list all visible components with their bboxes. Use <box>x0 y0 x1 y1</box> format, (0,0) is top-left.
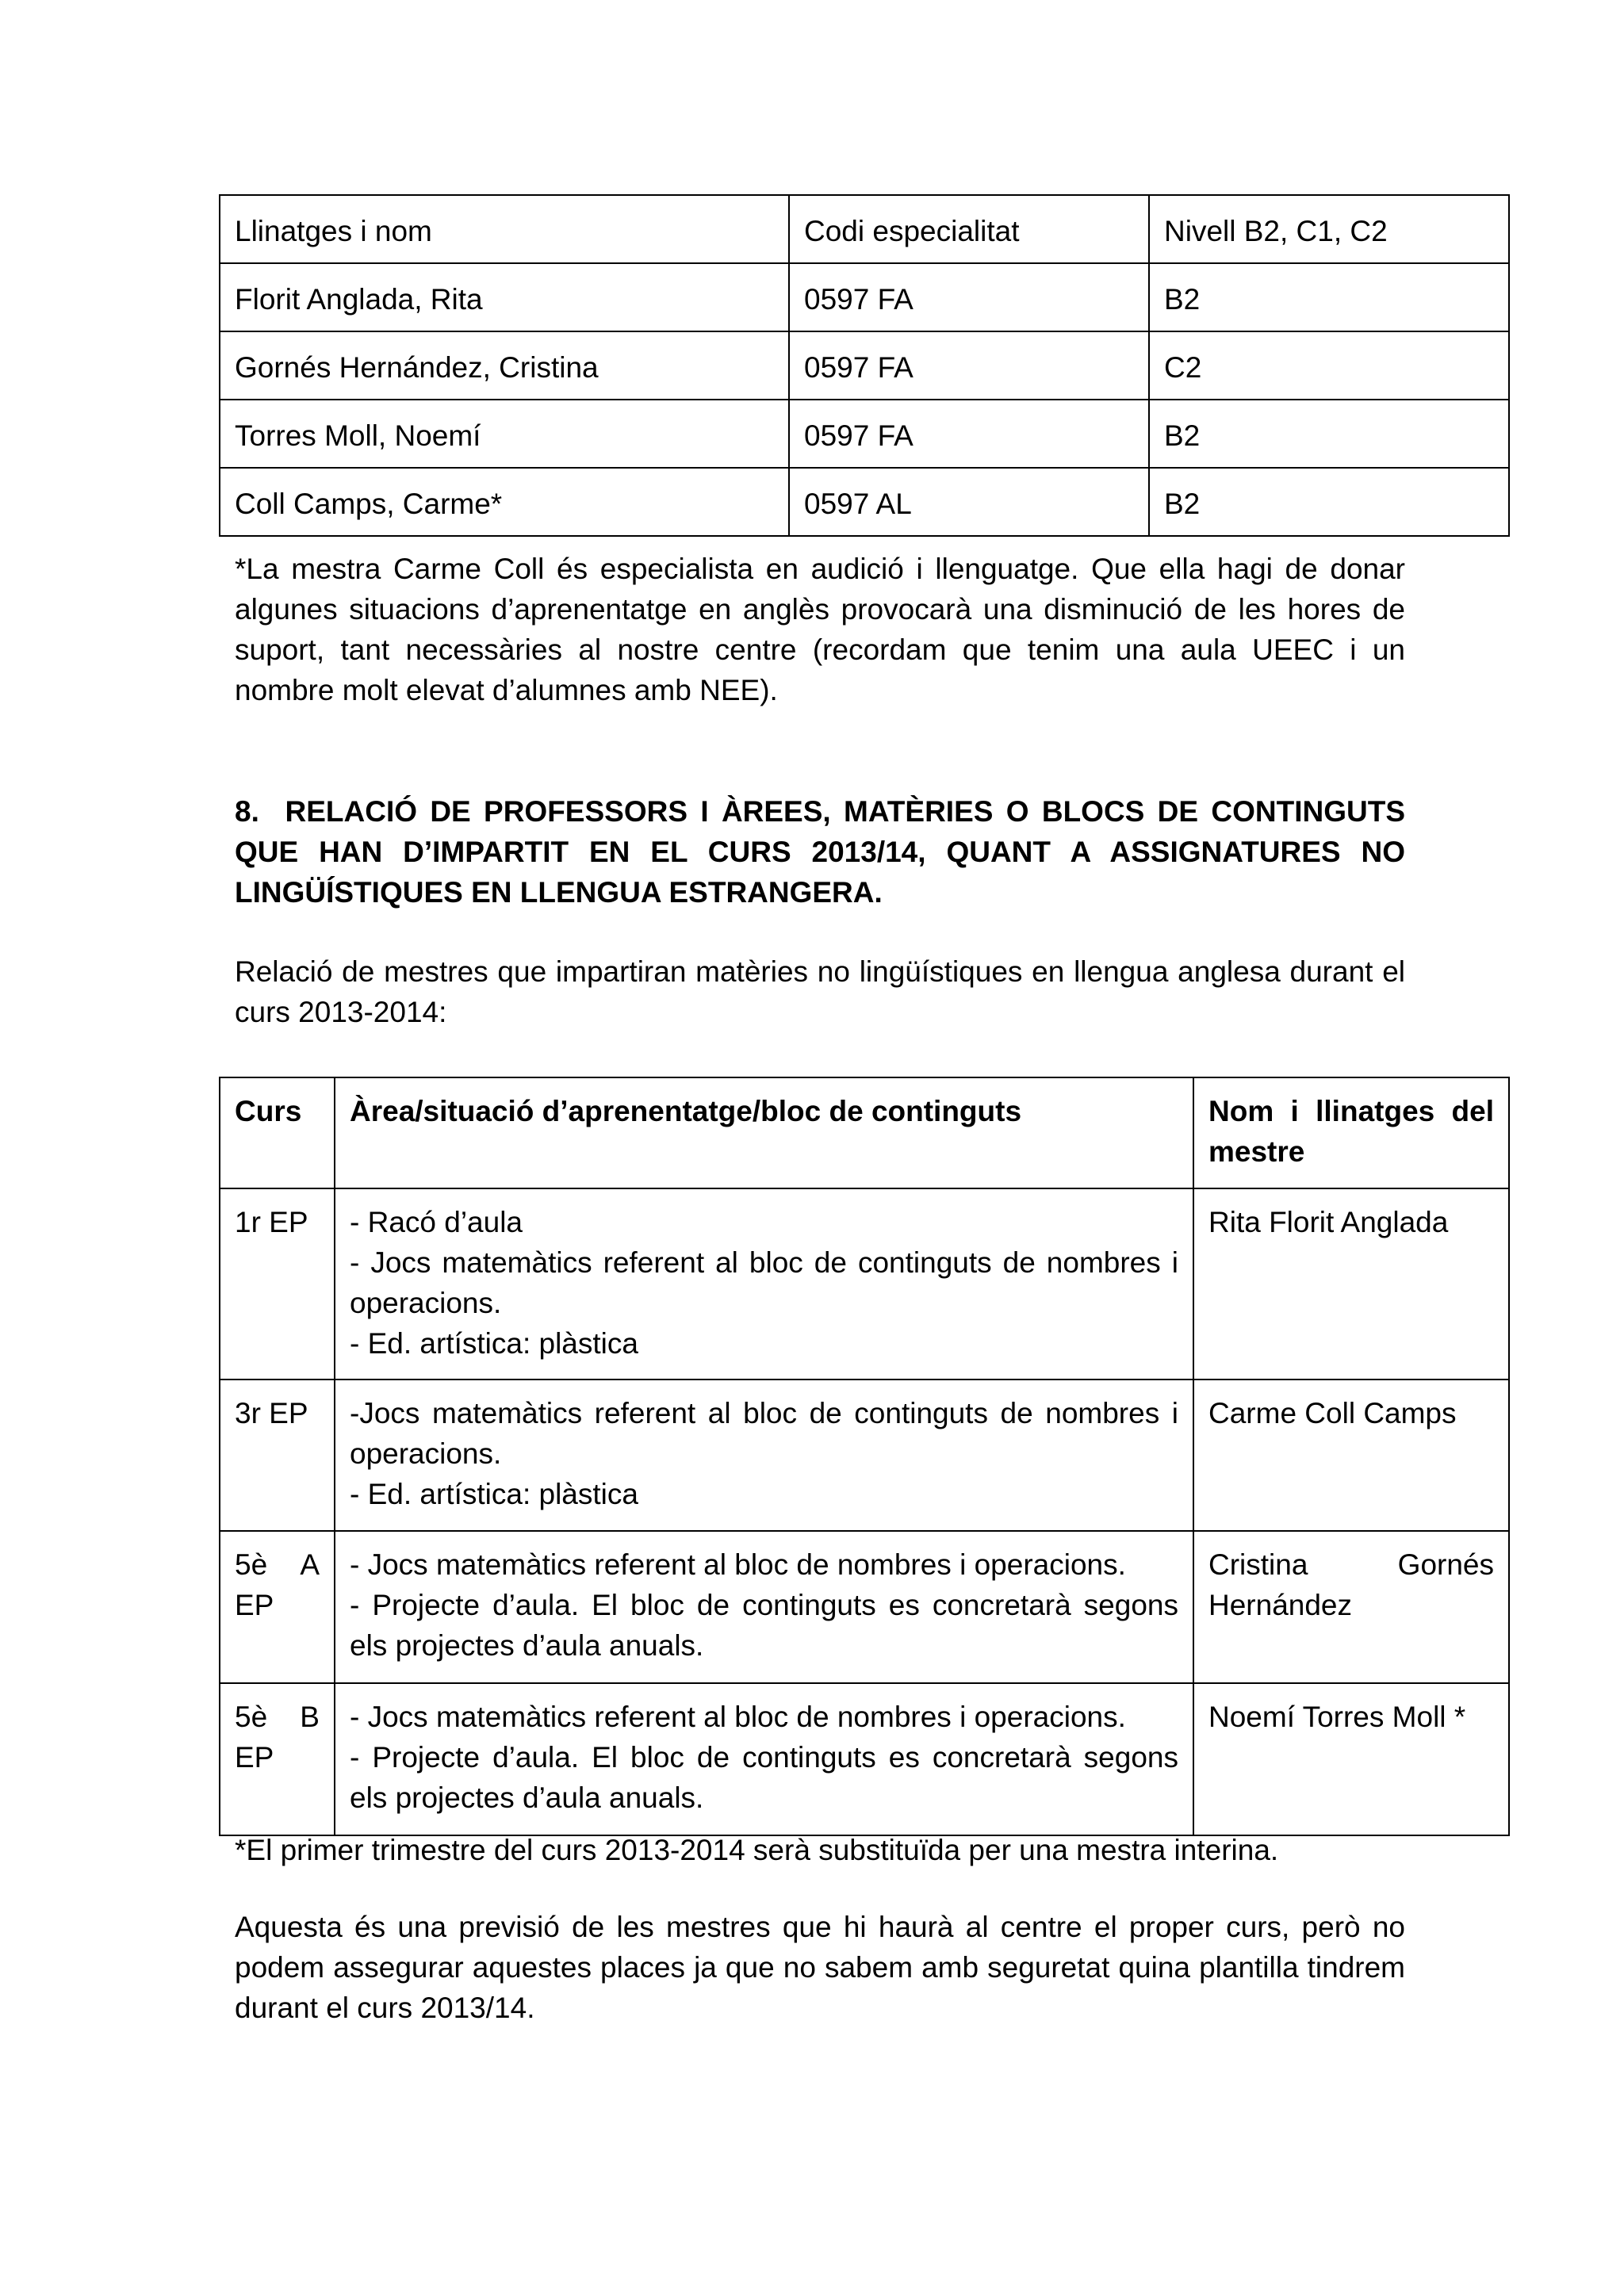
content-cell <box>335 1683 1193 1835</box>
closing-paragraph: Aquesta és una previsió de les mestres que hi haurà al centre el proper curs, però no podem assegurar aquestes places ja que no sabem amb seguretat quina plantilla tindrem durant el curs 2013/14. <box>235 1911 1405 2024</box>
header-cell: Nom i llinatges del mestre <box>1193 1077 1509 1188</box>
content-line: - Ed. artística: plàstica <box>350 1327 638 1360</box>
course-cell: 1r EP <box>220 1188 335 1380</box>
header-cell: Codi especialitat <box>789 195 1149 263</box>
course-cell: 3r EP <box>220 1380 335 1531</box>
table-row <box>220 263 1509 331</box>
content-line: - Jocs matemàtics referent al bloc de nombres i operacions. <box>350 1548 1126 1581</box>
section-title: RELACIÓ DE PROFESSORS I ÀREES, MATÈRIES O BLOCS DE CONTINGUTS QUE HAN D’IMPARTIT EN EL CURS 2013/14, QUANT A ASSIGNATURES NO LINGÜÍSTIQUES EN LLENGUA ESTRANGERA. <box>235 795 1405 909</box>
table-header-row <box>220 195 1509 263</box>
content-cell <box>335 1188 1193 1380</box>
course-cell: 5è B EP <box>220 1683 335 1835</box>
section-intro: Relació de mestres que impartiran matèries no lingüístiques en llengua anglesa durant el curs 2013-2014: <box>235 955 1405 1028</box>
table-cell: B2 <box>1149 263 1509 331</box>
content-line: - Ed. artística: plàstica <box>350 1478 638 1510</box>
course-cell: 5è A EP <box>220 1531 335 1683</box>
table-cell: 0597 AL <box>789 468 1149 536</box>
table-row <box>220 1188 1509 1380</box>
table-row <box>220 468 1509 536</box>
table-cell: B2 <box>1149 468 1509 536</box>
header-cell: Nivell B2, C1, C2 <box>1149 195 1509 263</box>
content-line: -Jocs matemàtics referent al bloc de continguts de nombres i operacions. <box>350 1397 1178 1470</box>
teacher-cell: Rita Florit Anglada <box>1193 1188 1509 1380</box>
content-line: - Jocs matemàtics referent al bloc de continguts de nombres i operacions. <box>350 1246 1178 1319</box>
table-cell: Gornés Hernández, Cristina <box>220 331 789 400</box>
content-cell <box>335 1531 1193 1683</box>
table-cell: Torres Moll, Noemí <box>220 400 789 468</box>
table-cell: 0597 FA <box>789 331 1149 400</box>
table-cell: 0597 FA <box>789 400 1149 468</box>
header-cell: Àrea/situació d’aprenentatge/bloc de continguts <box>335 1077 1193 1188</box>
table-row <box>220 1683 1509 1835</box>
table-row <box>220 1531 1509 1683</box>
table-cell: C2 <box>1149 331 1509 400</box>
content-line: - Projecte d’aula. El bloc de continguts es concretarà segons els projectes d’aula anuals. <box>350 1741 1178 1814</box>
teacher-cell: Noemí Torres Moll * <box>1193 1683 1509 1835</box>
section-number: 8. <box>235 795 259 828</box>
substitution-note: *El primer trimestre del curs 2013-2014 serà substituïda per una mestra interina. <box>235 1834 1279 1866</box>
content-line: - Projecte d’aula. El bloc de continguts es concretarà segons els projectes d’aula anuals. <box>350 1589 1178 1662</box>
header-cell: Curs <box>220 1077 335 1188</box>
table-row <box>220 400 1509 468</box>
table-cell: 0597 FA <box>789 263 1149 331</box>
content-line: - Racó d’aula <box>350 1206 523 1238</box>
specialists-table <box>219 194 1510 537</box>
content-cell <box>335 1380 1193 1531</box>
header-cell: Llinatges i nom <box>220 195 789 263</box>
table-header-row <box>220 1077 1509 1188</box>
table-row <box>220 331 1509 400</box>
table-cell: B2 <box>1149 400 1509 468</box>
table-cell: Coll Camps, Carme* <box>220 468 789 536</box>
teacher-cell: Carme Coll Camps <box>1193 1380 1509 1531</box>
specialist-footnote: *La mestra Carme Coll és especialista en audició i llenguatge. Que ella hagi de donar algunes situacions d’aprenentatge en anglès provocarà una disminució de les hores de suport, tant necessàries al nostre centre (recordam que tenim una aula UEEC i un nombre molt elevat d’alumnes amb NEE). <box>235 553 1405 706</box>
table-row <box>220 1380 1509 1531</box>
teachers-table <box>219 1077 1510 1836</box>
table-cell: Florit Anglada, Rita <box>220 263 789 331</box>
teacher-cell: Cristina Gornés Hernández <box>1193 1531 1509 1683</box>
content-line: - Jocs matemàtics referent al bloc de nombres i operacions. <box>350 1701 1126 1733</box>
section-8-heading <box>235 791 1405 913</box>
